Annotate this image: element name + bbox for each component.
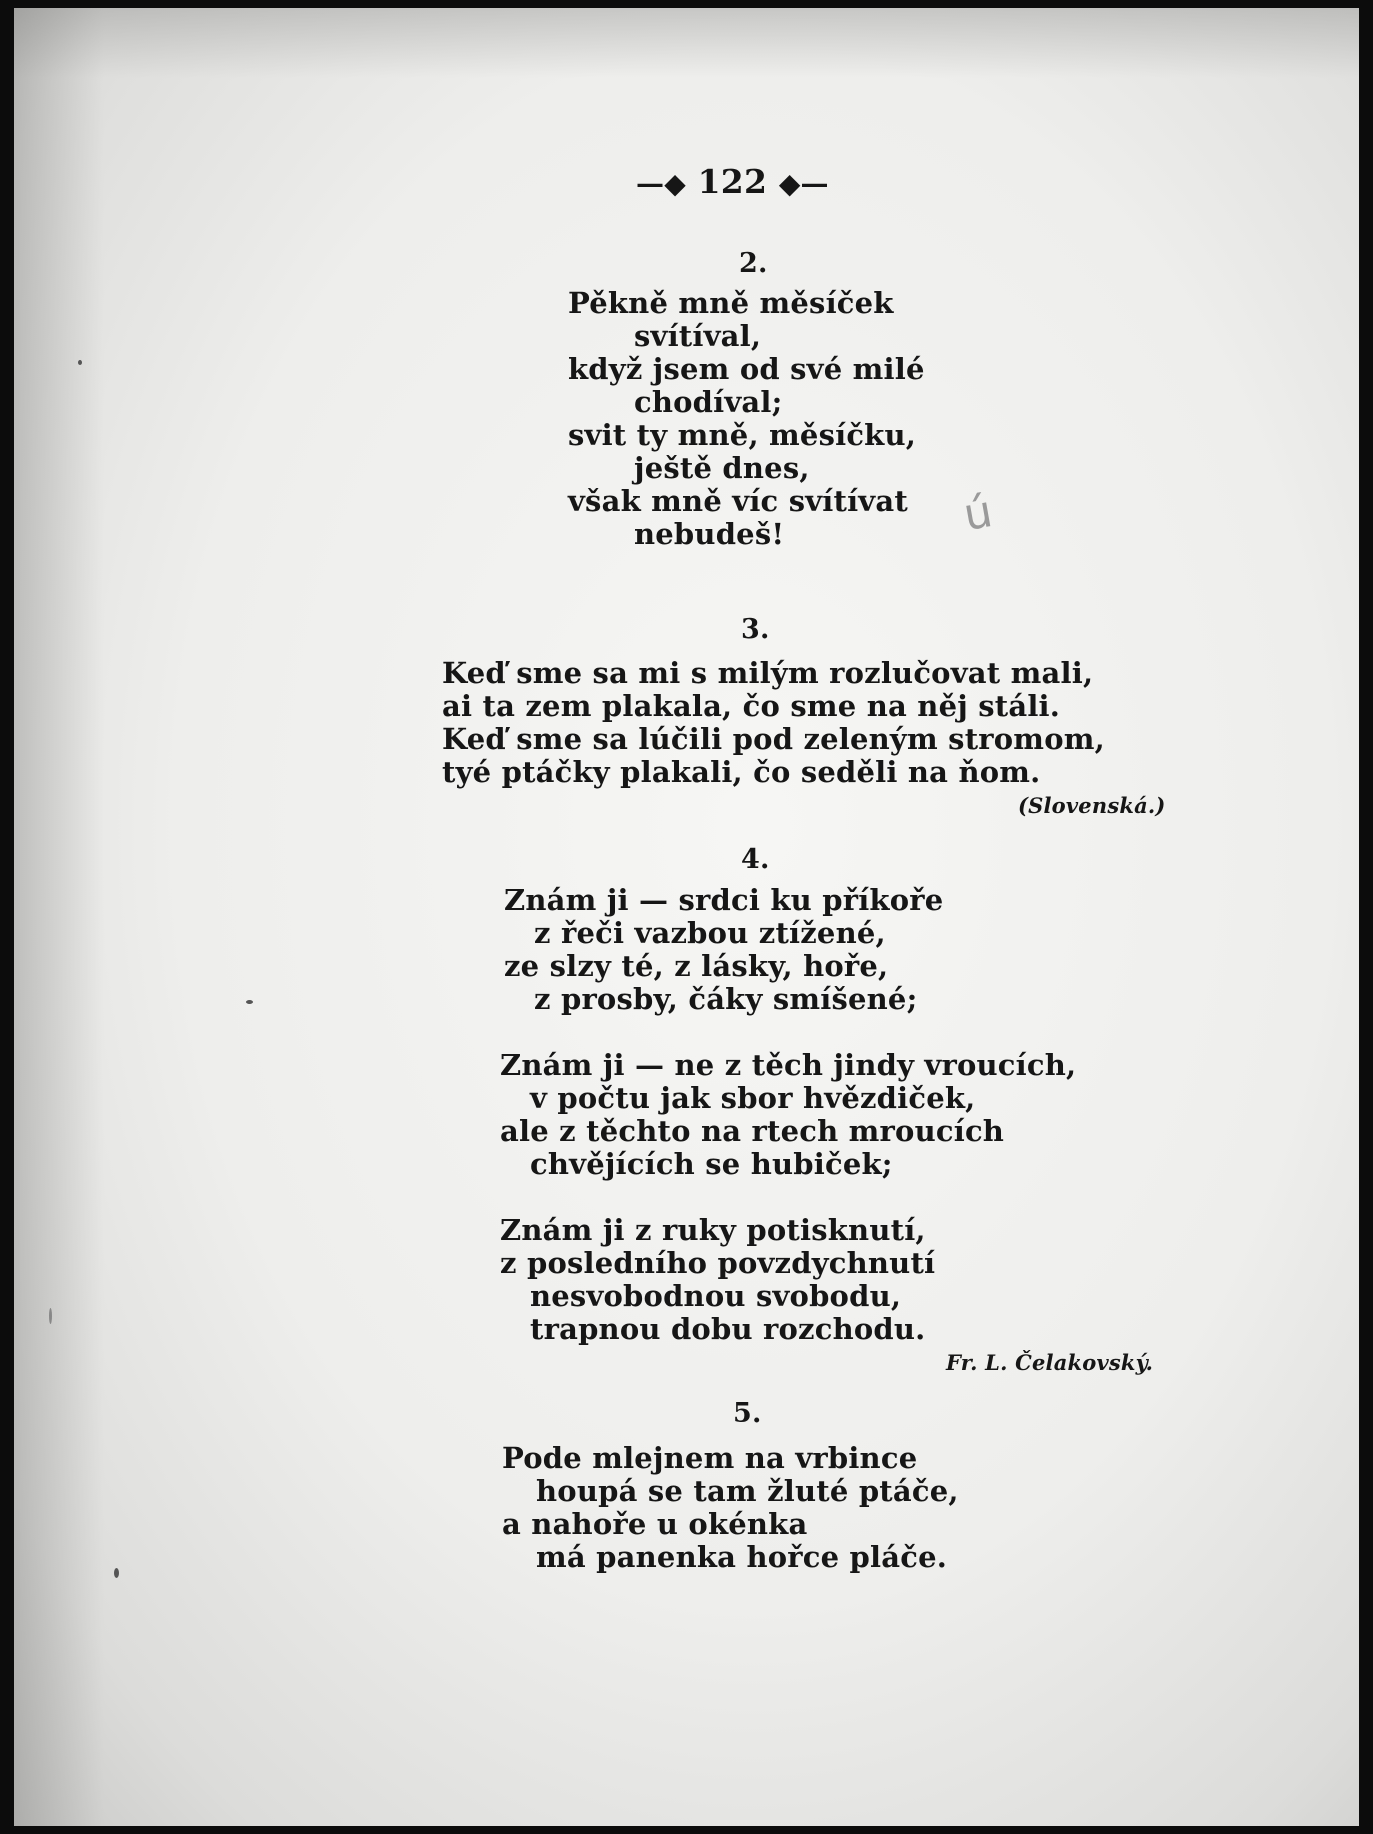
pencil-mark: ú (959, 485, 997, 542)
verse-line: tyé ptáčky plakali, čo seděli na ňom. (442, 755, 1041, 789)
verse-line: svítíval, (634, 319, 762, 353)
ornament-right-icon: ◆— (778, 167, 829, 200)
verse-line: a nahoře u okénka (502, 1507, 808, 1541)
verse-line: v počtu jak sbor hvězdiček, (530, 1081, 976, 1115)
verse-line: nebudeš! (634, 517, 785, 551)
page-number-header (636, 162, 829, 201)
verse-line: má panenka hořce pláče. (536, 1540, 948, 1574)
scan-speck (114, 1568, 119, 1578)
verse-line: ai ta zem plakala, čo sme na něj stáli. (442, 689, 1061, 723)
scan-speck (49, 1308, 52, 1324)
verse-line: Znám ji — srdci ku příkoře (504, 883, 944, 917)
scan-speck (246, 1000, 253, 1004)
attribution: (Slovenská.) (1018, 793, 1166, 818)
verse-line: z prosby, čáky smíšené; (534, 982, 918, 1016)
verse-line: ale z těchto na rtech mroucích (500, 1114, 1005, 1148)
verse-line: Znám ji z ruky potisknutí, (500, 1213, 926, 1247)
verse-line: chvějících se hubiček; (530, 1147, 893, 1181)
verse-line: z posledního povzdychnutí (500, 1246, 936, 1280)
verse-line: z řeči vazbou ztížené, (534, 916, 886, 950)
verse-line: však mně víc svítívat (568, 484, 908, 518)
section-number: 2. (739, 248, 768, 279)
ornament-left-icon: —◆ (636, 167, 686, 200)
attribution: Fr. L. Čelakovský. (946, 1350, 1154, 1375)
section-number: 4. (741, 844, 770, 875)
verse-line: svit ty mně, měsíčku, (568, 418, 917, 452)
verse-line: nesvobodnou svobodu, (530, 1279, 902, 1313)
section-number: 3. (741, 614, 770, 645)
verse-line: Pode mlejnem na vrbince (502, 1441, 918, 1475)
scan-speck (78, 360, 82, 365)
verse-line: chodíval; (634, 385, 783, 419)
page-number: 122 (697, 162, 768, 201)
verse-line: Keď sme sa mi s milým rozlučovat mali, (442, 656, 1094, 690)
section-number: 5. (733, 1398, 762, 1429)
verse-line: houpá se tam žluté ptáče, (536, 1474, 959, 1508)
verse-line: když jsem od své milé (568, 352, 925, 386)
verse-line: ještě dnes, (634, 451, 810, 485)
verse-line: Znám ji — ne z těch jindy vroucích, (500, 1048, 1077, 1082)
book-page (14, 8, 1359, 1826)
verse-line: Keď sme sa lúčili pod zeleným stromom, (442, 722, 1105, 756)
verse-line: trapnou dobu rozchodu. (530, 1312, 926, 1346)
verse-line: ze slzy té, z lásky, hoře, (504, 949, 889, 983)
verse-line: Pěkně mně měsíček (568, 286, 894, 320)
